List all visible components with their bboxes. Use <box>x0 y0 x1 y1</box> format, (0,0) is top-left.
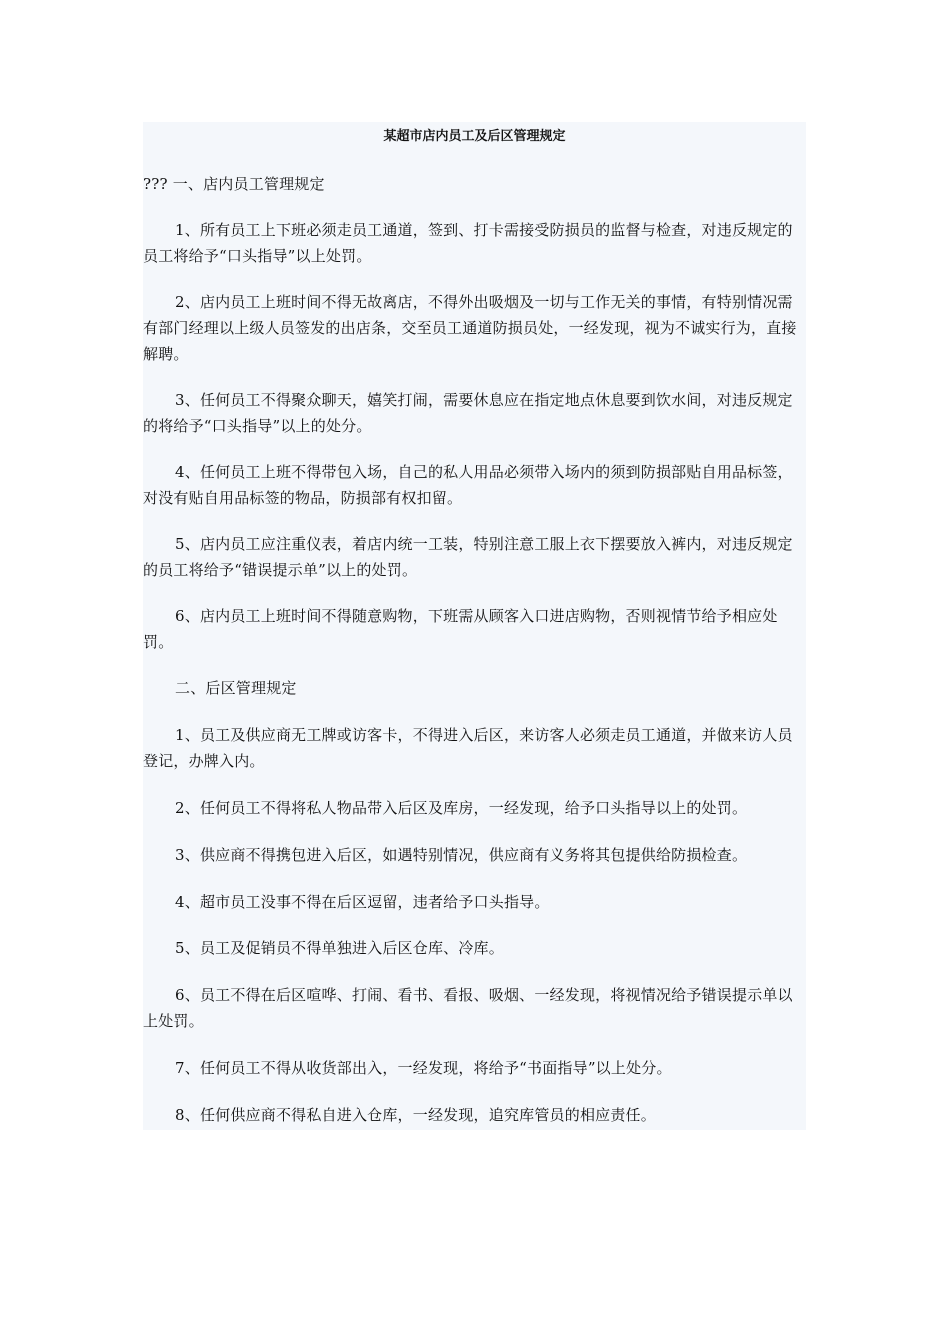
section-1-item-1: 1、所有员工上下班必须走员工通道，签到、打卡需接受防损员的监督与检查，对违反规定的员工将给予“口头指导”以上处罚。 <box>143 221 793 265</box>
section-1-item-2: 2、店内员工上班时间不得无故离店，不得外出吸烟及一切与工作无关的事情，有特别情况需有部门经理以上级人员签发的出店条，交至员工通道防损员处，一经发现，视为不诚实行为，直接解聘。 <box>143 293 797 363</box>
section-1-item-6: 6、店内员工上班时间不得随意购物，下班需从顾客入口进店购物，否则视情节给予相应处罚。 <box>143 607 778 651</box>
section-1-item-5: 5、店内员工应注重仪表，着店内统一工装，特别注意工服上衣下摆要放入裤内，对违反规定的员工将给予“错误提示单”以上的处罚。 <box>143 535 793 579</box>
document-title: 某超市店内员工及后区管理规定 <box>383 129 566 144</box>
section-2-item-2: 2、任何员工不得将私人物品带入后区及库房，一经发现，给予口头指导以上的处罚。 <box>175 799 748 817</box>
section-2-item-1: 1、员工及供应商无工牌或访客卡，不得进入后区，来访客人必须走员工通道，并做来访人员登记，办牌入内。 <box>143 726 793 770</box>
section-2-heading: 二、后区管理规定 <box>175 679 297 697</box>
section-2-item-4: 4、超市员工没事不得在后区逗留，违者给予口头指导。 <box>175 893 550 911</box>
section-2-item-3: 3、供应商不得携包进入后区，如遇特别情况，供应商有义务将其包提供给防损检查。 <box>175 846 748 864</box>
section-2-item-7: 7、任何员工不得从收货部出入，一经发现，将给予“书面指导”以上处分。 <box>175 1059 672 1077</box>
section-2-item-5: 5、员工及促销员不得单独进入后区仓库、冷库。 <box>175 939 504 957</box>
section-1-item-4: 4、任何员工上班不得带包入场，自己的私人用品必须带入场内的须到防损部贴自用品标签，对没有贴自用品标签的物品，防损部有权扣留。 <box>143 463 793 507</box>
section-1-item-3: 3、任何员工不得聚众聊天，嬉笑打闹，需要休息应在指定地点休息要到饮水间，对违反规定的将给予“口头指导”以上的处分。 <box>143 391 793 435</box>
section-1-heading: ??? 一、店内员工管理规定 <box>143 175 325 193</box>
section-2-item-6: 6、员工不得在后区喧哗、打闹、看书、看报、吸烟、一经发现，将视情况给予错误提示单以上处罚。 <box>143 986 793 1030</box>
section-2-item-8: 8、任何供应商不得私自进入仓库，一经发现，追究库管员的相应责任。 <box>175 1106 656 1124</box>
